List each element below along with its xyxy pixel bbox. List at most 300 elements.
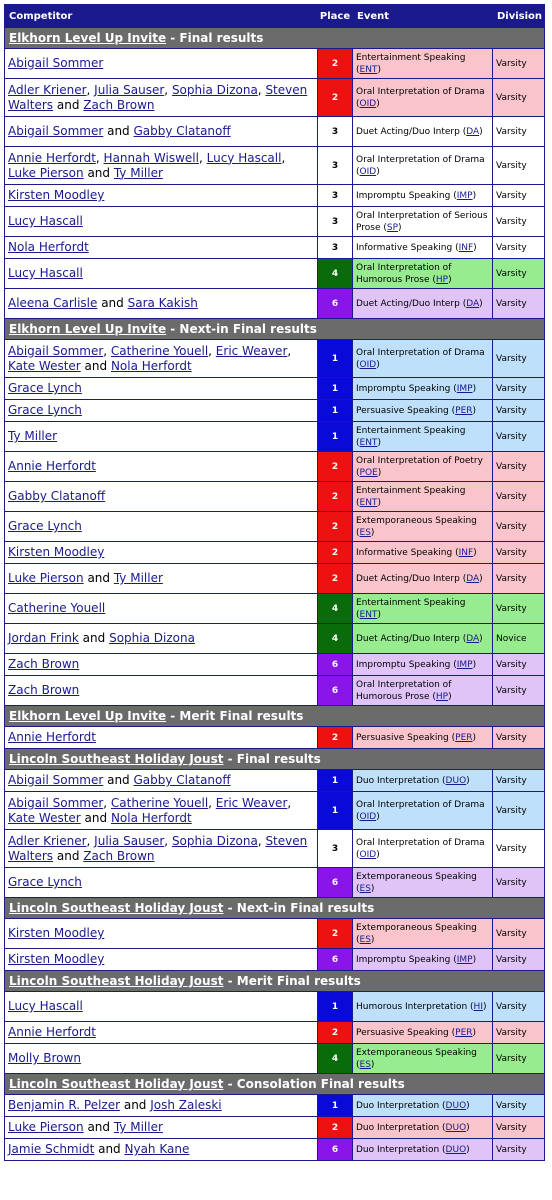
competitor-cell — [5, 452, 318, 482]
event-cell: Oral Interpretation of Poetry (POE) — [353, 452, 493, 482]
event-cell: Duet Acting/Duo Interp (DA) — [353, 624, 493, 654]
place-cell: 2 — [318, 542, 353, 564]
event-cell: Duo Interpretation (DUO) — [353, 1117, 493, 1139]
event-abbr-link[interactable]: OID — [359, 849, 377, 860]
division-cell: Varsity — [493, 1117, 545, 1139]
competitor-link[interactable]: Nola Herfordt — [110, 358, 192, 373]
place-cell: 2 — [318, 727, 353, 749]
division-cell: Varsity — [493, 868, 545, 898]
competitor-link[interactable]: Hannah Wiswell — [103, 150, 199, 165]
event-abbr-link[interactable]: OID — [359, 811, 377, 822]
event-abbr-link[interactable]: POE — [359, 467, 378, 478]
event-abbr-link[interactable]: INF — [458, 242, 474, 253]
table-row — [5, 770, 545, 792]
event-cell: Oral Interpretation of Drama (OID) — [353, 147, 493, 185]
table-row — [5, 654, 545, 676]
competitor-cell — [5, 1044, 318, 1074]
competitor-link[interactable]: Zach Brown — [8, 657, 80, 671]
section-title-suffix: - Next-in Final results — [166, 322, 317, 336]
place-cell: 3 — [318, 830, 353, 868]
table-row — [5, 147, 545, 185]
event-abbr-link[interactable]: HP — [435, 691, 449, 702]
division-cell: Varsity — [493, 564, 545, 594]
event-cell: Persuasive Speaking (PER) — [353, 1022, 493, 1044]
event-abbr-link[interactable]: IMP — [456, 383, 473, 394]
event-cell: Persuasive Speaking (PER) — [353, 727, 493, 749]
competitor-cell: Abigail Sommer, Catherine Youell, Eric Weaver, Kate Wester and Nola Herfordt — [5, 792, 318, 830]
place-cell: 6 — [318, 949, 353, 971]
place-cell: 2 — [318, 919, 353, 949]
place-cell: 2 — [318, 1022, 353, 1044]
competitor-link[interactable]: Catherine Youell — [110, 795, 209, 810]
event-cell: Duet Acting/Duo Interp (DA) — [353, 564, 493, 594]
division-cell: Varsity — [493, 1022, 545, 1044]
competitor-link[interactable]: Ty Miller — [113, 1120, 163, 1134]
place-cell: 1 — [318, 992, 353, 1022]
competitor-cell — [5, 919, 318, 949]
competitor-cell: Adler Kriener, Julia Sauser, Sophia Dizona, Steven Walters and Zach Brown — [5, 830, 318, 868]
competitor-link[interactable]: Grace Lynch — [8, 381, 82, 395]
event-cell: Impromptu Speaking (IMP) — [353, 185, 493, 207]
competitor-link[interactable]: Kirsten Moodley — [8, 926, 105, 940]
table-row — [5, 1044, 545, 1074]
competitor-cell — [5, 400, 318, 422]
event-cell: Entertainment Speaking (ENT) — [353, 482, 493, 512]
place-cell: 3 — [318, 237, 353, 259]
competitor-link[interactable]: Luke Pierson — [8, 571, 84, 585]
competitor-link[interactable]: Julia Sauser — [94, 82, 165, 97]
competitor-cell — [5, 378, 318, 400]
competitor-link[interactable]: Lucy Hascall — [8, 999, 83, 1013]
competitor-link[interactable]: Sophia Dizona — [109, 631, 195, 645]
event-abbr-link[interactable]: ES — [359, 934, 371, 945]
event-abbr-link[interactable]: OID — [359, 359, 377, 370]
competitor-cell — [5, 512, 318, 542]
competitor-link[interactable]: Ty Miller — [113, 571, 163, 585]
event-name: Extemporaneous Speaking — [356, 1047, 477, 1058]
competitor-cell — [5, 676, 318, 706]
competitor-link[interactable]: Abigail Sommer — [8, 773, 104, 787]
event-abbr-link[interactable]: SP — [386, 222, 399, 233]
event-cell: Oral Interpretation of Drama (OID) — [353, 830, 493, 868]
table-row — [5, 378, 545, 400]
competitor-link[interactable]: Grace Lynch — [8, 519, 82, 533]
section-title-suffix: - Final results — [166, 31, 264, 45]
event-abbr-link[interactable]: DUO — [445, 1122, 467, 1133]
event-name: Informative Speaking — [356, 242, 453, 253]
competitor-link[interactable]: Zach Brown — [8, 683, 80, 697]
competitor-link[interactable]: Kirsten Moodley — [8, 188, 105, 202]
event-name: Oral Interpretation of Serious Prose — [356, 210, 488, 233]
competitor-link[interactable]: Gabby Clatanoff — [133, 124, 231, 138]
table-row — [5, 1022, 545, 1044]
event-name: Duo Interpretation — [356, 1100, 440, 1111]
competitor-link[interactable]: Ty Miller — [113, 165, 163, 180]
section-header-row — [5, 319, 545, 340]
event-cell: Oral Interpretation of Drama (OID) — [353, 792, 493, 830]
event-name: Extemporaneous Speaking — [356, 515, 477, 526]
section-header — [5, 28, 545, 49]
event-name: Oral Interpretation of Humorous Prose — [356, 262, 452, 285]
event-cell: Informative Speaking (INF) — [353, 542, 493, 564]
competitor-link[interactable]: Zach Brown — [83, 97, 155, 112]
competitor-cell — [5, 949, 318, 971]
division-cell: Varsity — [493, 654, 545, 676]
event-cell: Humorous Interpretation (HI) — [353, 992, 493, 1022]
competitor-column-header: Competitor — [5, 5, 318, 28]
competitor-link[interactable]: Ty Miller — [8, 429, 58, 443]
place-cell: 2 — [318, 79, 353, 117]
table-row — [5, 422, 545, 452]
event-name: Oral Interpretation of Humorous Prose — [356, 679, 452, 702]
event-name: Persuasive Speaking — [356, 732, 449, 743]
section-title-suffix: - Merit Final results — [223, 974, 361, 988]
place-cell: 1 — [318, 792, 353, 830]
event-abbr-link[interactable]: DUO — [445, 1100, 467, 1111]
event-name: Duo Interpretation — [356, 1144, 440, 1155]
table-row — [5, 542, 545, 564]
section-header — [5, 749, 545, 770]
event-cell: Impromptu Speaking (IMP) — [353, 378, 493, 400]
place-cell: 2 — [318, 564, 353, 594]
results-body — [5, 28, 545, 1161]
event-abbr-link[interactable]: IMP — [456, 954, 473, 965]
place-cell: 1 — [318, 400, 353, 422]
event-cell: Duet Acting/Duo Interp (DA) — [353, 289, 493, 319]
competitor-link[interactable]: Nola Herfordt — [8, 240, 89, 254]
event-cell: Oral Interpretation of Humorous Prose (HP) — [353, 259, 493, 289]
division-cell: Varsity — [493, 237, 545, 259]
place-cell: 6 — [318, 654, 353, 676]
table-row — [5, 727, 545, 749]
event-name: Extemporaneous Speaking — [356, 922, 477, 933]
place-cell: 3 — [318, 147, 353, 185]
division-cell: Novice — [493, 624, 545, 654]
event-name: Impromptu Speaking — [356, 659, 451, 670]
competitor-link[interactable]: Lucy Hascall — [206, 150, 282, 165]
competitor-link[interactable]: Benjamin R. Pelzer — [8, 1098, 121, 1112]
competitor-link[interactable]: Eric Weaver — [215, 343, 288, 358]
event-abbr-link[interactable]: ENT — [359, 64, 378, 75]
tournament-link[interactable]: Lincoln Southeast Holiday Joust — [9, 974, 224, 988]
competitor-link[interactable]: Steven Walters — [8, 833, 308, 863]
section-header-row — [5, 898, 545, 919]
event-abbr-link[interactable]: INF — [458, 547, 474, 558]
competitor-link[interactable]: Annie Herfordt — [8, 1025, 96, 1039]
place-cell: 2 — [318, 482, 353, 512]
competitor-link[interactable]: Aleena Carlisle — [8, 296, 98, 310]
tournament-link[interactable]: Elkhorn Level Up Invite — [9, 709, 167, 723]
event-name: Duet Acting/Duo Interp — [356, 126, 460, 137]
table-row — [5, 340, 545, 378]
event-cell: Entertainment Speaking (ENT) — [353, 422, 493, 452]
event-name: Entertainment Speaking — [356, 597, 466, 608]
competitor-link[interactable]: Zach Brown — [83, 848, 155, 863]
place-cell: 4 — [318, 594, 353, 624]
event-cell: Duo Interpretation (DUO) — [353, 1095, 493, 1117]
competitor-link[interactable]: Kirsten Moodley — [8, 952, 105, 966]
competitor-cell — [5, 185, 318, 207]
event-cell: Extemporaneous Speaking (ES) — [353, 1044, 493, 1074]
competitor-link[interactable]: Annie Herfordt — [8, 459, 96, 473]
event-name: Oral Interpretation of Drama — [356, 837, 485, 848]
competitor-link[interactable]: Nyah Kane — [124, 1142, 190, 1156]
place-cell: 4 — [318, 1044, 353, 1074]
table-row — [5, 992, 545, 1022]
event-name: Duo Interpretation — [356, 1122, 440, 1133]
competitor-link[interactable]: Sophia Dizona — [171, 833, 258, 848]
section-header-row — [5, 1074, 545, 1095]
section-header — [5, 319, 545, 340]
division-cell: Varsity — [493, 452, 545, 482]
competitor-cell — [5, 727, 318, 749]
place-cell: 1 — [318, 340, 353, 378]
event-abbr-link[interactable]: HP — [435, 274, 449, 285]
division-cell: Varsity — [493, 147, 545, 185]
competitor-link[interactable]: Nola Herfordt — [110, 810, 192, 825]
section-header-row — [5, 28, 545, 49]
place-cell: 1 — [318, 770, 353, 792]
tournament-link[interactable]: Lincoln Southeast Holiday Joust — [9, 1077, 224, 1091]
competitor-link[interactable]: Josh Zaleski — [150, 1098, 222, 1112]
place-cell: 2 — [318, 512, 353, 542]
competitor-link[interactable]: Luke Pierson — [8, 1120, 84, 1134]
table-row — [5, 624, 545, 654]
event-cell: Oral Interpretation of Drama (OID) — [353, 340, 493, 378]
competitor-link[interactable]: Sara Kakish — [127, 296, 198, 310]
division-cell: Varsity — [493, 117, 545, 147]
tournament-link[interactable]: Elkhorn Level Up Invite — [9, 31, 167, 45]
event-name: Impromptu Speaking — [356, 383, 451, 394]
event-name: Impromptu Speaking — [356, 954, 451, 965]
division-cell: Varsity — [493, 340, 545, 378]
competitor-cell: Abigail Sommer and Gabby Clatanoff — [5, 770, 318, 792]
section-title-suffix: - Merit Final results — [166, 709, 304, 723]
competitor-link[interactable]: Catherine Youell — [110, 343, 209, 358]
place-cell: 4 — [318, 259, 353, 289]
competitor-link[interactable]: Gabby Clatanoff — [133, 773, 231, 787]
competitor-link[interactable]: Lucy Hascall — [8, 266, 83, 280]
table-row — [5, 676, 545, 706]
event-cell: Extemporaneous Speaking (ES) — [353, 868, 493, 898]
competitor-cell — [5, 259, 318, 289]
event-abbr-link[interactable]: DA — [466, 633, 480, 644]
event-cell: Extemporaneous Speaking (ES) — [353, 512, 493, 542]
event-abbr-link[interactable]: ENT — [359, 437, 378, 448]
results-table-container — [4, 4, 544, 1161]
competitor-link[interactable]: Adler Kriener — [8, 833, 87, 848]
place-cell: 6 — [318, 868, 353, 898]
section-header-row — [5, 749, 545, 770]
section-header-row — [5, 706, 545, 727]
competitor-link[interactable]: Catherine Youell — [8, 601, 106, 615]
event-cell: Oral Interpretation of Humorous Prose (HP) — [353, 676, 493, 706]
event-name: Duet Acting/Duo Interp — [356, 298, 460, 309]
competitor-cell — [5, 654, 318, 676]
competitor-link[interactable]: Abigail Sommer — [8, 56, 104, 70]
table-row — [5, 452, 545, 482]
competitor-cell: Benjamin R. Pelzer and Josh Zaleski — [5, 1095, 318, 1117]
place-cell: 3 — [318, 185, 353, 207]
event-abbr-link[interactable]: ENT — [359, 497, 378, 508]
event-abbr-link[interactable]: ES — [359, 1059, 371, 1070]
competitor-cell: Annie Herfordt, Hannah Wiswell, Lucy Hascall, Luke Pierson and Ty Miller — [5, 147, 318, 185]
section-header — [5, 706, 545, 727]
event-abbr-link[interactable]: DA — [466, 126, 480, 137]
place-cell: 3 — [318, 207, 353, 237]
event-cell: Persuasive Speaking (PER) — [353, 400, 493, 422]
event-abbr-link[interactable]: ES — [359, 883, 371, 894]
competitor-cell — [5, 542, 318, 564]
event-abbr-link[interactable]: ENT — [359, 609, 378, 620]
tournament-link[interactable]: Lincoln Southeast Holiday Joust — [9, 901, 224, 915]
competitor-cell: Luke Pierson and Ty Miller — [5, 564, 318, 594]
section-header-row — [5, 971, 545, 992]
section-header — [5, 971, 545, 992]
competitor-link[interactable]: Abigail Sommer — [8, 795, 104, 810]
competitor-cell — [5, 237, 318, 259]
division-cell: Varsity — [493, 727, 545, 749]
division-cell: Varsity — [493, 594, 545, 624]
competitor-cell — [5, 422, 318, 452]
table-row — [5, 1095, 545, 1117]
table-header-row — [5, 5, 545, 28]
table-row — [5, 259, 545, 289]
competitor-link[interactable]: Kate Wester — [8, 358, 81, 373]
competitor-link[interactable]: Grace Lynch — [8, 875, 82, 889]
place-cell: 6 — [318, 1139, 353, 1161]
event-abbr-link[interactable]: DUO — [445, 1144, 467, 1155]
competitor-link[interactable]: Luke Pierson — [8, 165, 84, 180]
results-table — [4, 4, 545, 1161]
place-cell: 2 — [318, 49, 353, 79]
tournament-link[interactable]: Lincoln Southeast Holiday Joust — [9, 752, 224, 766]
event-name: Impromptu Speaking — [356, 190, 451, 201]
division-cell: Varsity — [493, 79, 545, 117]
division-cell: Varsity — [493, 1044, 545, 1074]
division-cell: Varsity — [493, 676, 545, 706]
event-abbr-link[interactable]: PER — [455, 405, 473, 416]
event-name: Oral Interpretation of Drama — [356, 347, 485, 358]
event-cell: Duet Acting/Duo Interp (DA) — [353, 117, 493, 147]
competitor-link[interactable]: Grace Lynch — [8, 403, 82, 417]
division-cell: Varsity — [493, 542, 545, 564]
competitor-link[interactable]: Kirsten Moodley — [8, 545, 105, 559]
competitor-cell — [5, 594, 318, 624]
section-header — [5, 1074, 545, 1095]
competitor-link[interactable]: Lucy Hascall — [8, 214, 83, 228]
competitor-link[interactable]: Molly Brown — [8, 1051, 81, 1065]
event-name: Duo Interpretation — [356, 775, 440, 786]
event-abbr-link[interactable]: DA — [466, 573, 480, 584]
tournament-link[interactable]: Elkhorn Level Up Invite — [9, 322, 167, 336]
competitor-cell: Luke Pierson and Ty Miller — [5, 1117, 318, 1139]
place-cell: 6 — [318, 676, 353, 706]
table-row — [5, 400, 545, 422]
event-abbr-link[interactable]: ES — [359, 527, 371, 538]
event-name: Persuasive Speaking — [356, 405, 449, 416]
table-row — [5, 117, 545, 147]
event-name: Oral Interpretation of Drama — [356, 799, 485, 810]
division-cell: Varsity — [493, 207, 545, 237]
place-cell: 2 — [318, 452, 353, 482]
division-cell: Varsity — [493, 259, 545, 289]
event-name: Oral Interpretation of Drama — [356, 86, 485, 97]
event-abbr-link[interactable]: PER — [455, 1027, 473, 1038]
table-row — [5, 1117, 545, 1139]
event-cell: Impromptu Speaking (IMP) — [353, 949, 493, 971]
division-cell: Varsity — [493, 992, 545, 1022]
event-abbr-link[interactable]: IMP — [456, 190, 473, 201]
event-cell: Informative Speaking (INF) — [353, 237, 493, 259]
competitor-link[interactable]: Sophia Dizona — [171, 82, 258, 97]
competitor-link[interactable]: Steven Walters — [8, 82, 308, 112]
competitor-link[interactable]: Abigail Sommer — [8, 343, 104, 358]
competitor-cell: Abigail Sommer and Gabby Clatanoff — [5, 117, 318, 147]
competitor-link[interactable]: Kate Wester — [8, 810, 81, 825]
place-cell: 3 — [318, 117, 353, 147]
division-cell: Varsity — [493, 919, 545, 949]
competitor-cell: Jamie Schmidt and Nyah Kane — [5, 1139, 318, 1161]
section-header — [5, 898, 545, 919]
competitor-cell: Adler Kriener, Julia Sauser, Sophia Dizona, Steven Walters and Zach Brown — [5, 79, 318, 117]
place-cell: 1 — [318, 378, 353, 400]
competitor-link[interactable]: Annie Herfordt — [8, 150, 96, 165]
event-abbr-link[interactable]: DA — [466, 298, 480, 309]
section-title-suffix: - Final results — [223, 752, 321, 766]
table-row — [5, 949, 545, 971]
competitor-link[interactable]: Abigail Sommer — [8, 124, 104, 138]
table-row — [5, 594, 545, 624]
event-cell: Oral Interpretation of Drama (OID) — [353, 79, 493, 117]
event-abbr-link[interactable]: IMP — [456, 659, 473, 670]
place-cell: 6 — [318, 289, 353, 319]
competitor-link[interactable]: Eric Weaver — [215, 795, 288, 810]
competitor-link[interactable]: Gabby Clatanoff — [8, 489, 106, 503]
competitor-link[interactable]: Annie Herfordt — [8, 730, 96, 744]
competitor-cell — [5, 207, 318, 237]
event-name: Oral Interpretation of Drama — [356, 154, 485, 165]
competitor-link[interactable]: Adler Kriener — [8, 82, 87, 97]
event-name: Duet Acting/Duo Interp — [356, 573, 460, 584]
event-cell: Oral Interpretation of Serious Prose (SP) — [353, 207, 493, 237]
table-row — [5, 564, 545, 594]
event-abbr-link[interactable]: HI — [473, 1001, 483, 1012]
event-name: Informative Speaking — [356, 547, 453, 558]
event-abbr-link[interactable]: PER — [455, 732, 473, 743]
division-cell: Varsity — [493, 289, 545, 319]
place-cell: 1 — [318, 1095, 353, 1117]
event-name: Entertainment Speaking — [356, 485, 466, 496]
division-cell: Varsity — [493, 482, 545, 512]
division-cell: Varsity — [493, 792, 545, 830]
place-cell: 2 — [318, 1117, 353, 1139]
table-row — [5, 49, 545, 79]
competitor-link[interactable]: Jamie Schmidt — [8, 1142, 95, 1156]
competitor-link[interactable]: Julia Sauser — [94, 833, 165, 848]
event-abbr-link[interactable]: OID — [359, 98, 377, 109]
competitor-cell: Abigail Sommer, Catherine Youell, Eric Weaver, Kate Wester and Nola Herfordt — [5, 340, 318, 378]
competitor-link[interactable]: Jordan Frink — [8, 631, 79, 645]
event-abbr-link[interactable]: OID — [359, 166, 377, 177]
table-row — [5, 919, 545, 949]
event-abbr-link[interactable]: DUO — [445, 775, 467, 786]
competitor-cell: Jordan Frink and Sophia Dizona — [5, 624, 318, 654]
event-name: Entertainment Speaking — [356, 425, 466, 436]
place-cell: 4 — [318, 624, 353, 654]
table-row — [5, 792, 545, 830]
event-name: Entertainment Speaking — [356, 52, 466, 63]
